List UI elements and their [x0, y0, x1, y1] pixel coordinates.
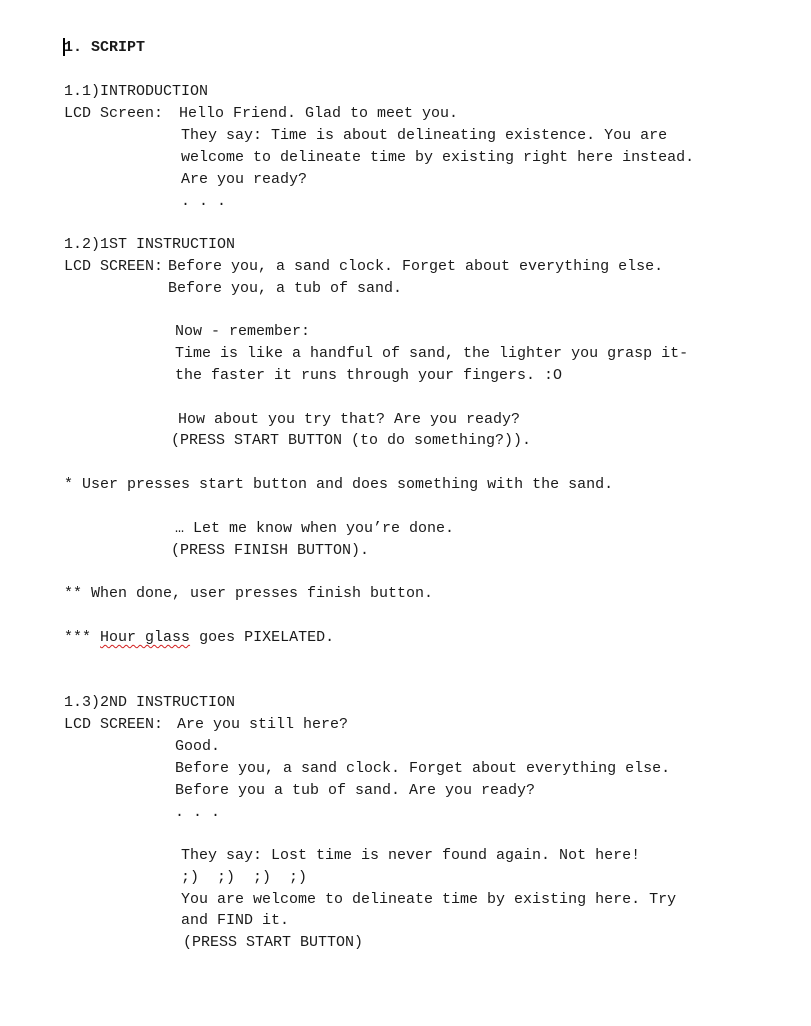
instruction1-note-2: ** When done, user presses finish button.: [64, 585, 434, 602]
instruction1-line-8: … Let me know when you’re done.: [175, 520, 455, 537]
instruction2-line-1: Are you still here?: [177, 716, 349, 733]
intro-heading: 1.1)INTRODUCTION: [64, 83, 209, 100]
note-3-prefix: ***: [64, 629, 92, 646]
instruction2-line-5: They say: Lost time is never found again. Not here!: [181, 847, 641, 864]
instruction1-line-9: (PRESS FINISH BUTTON).: [171, 542, 370, 559]
instruction2-line-8: and FIND it.: [181, 912, 290, 929]
instruction1-line-2: Before you, a tub of sand.: [168, 280, 403, 297]
intro-ellipsis: . . .: [181, 193, 227, 210]
instruction1-line-5: the faster it runs through your fingers. :O: [175, 367, 563, 384]
misspelled-word[interactable]: Hour glass: [100, 629, 191, 646]
instruction1-line-4: Time is like a handful of sand, the lighter you grasp it-: [175, 345, 689, 362]
instruction2-speaker: LCD SCREEN:: [64, 716, 164, 733]
instruction1-speaker: LCD SCREEN:: [64, 258, 164, 275]
instruction1-note-3: [64, 629, 334, 647]
instruction2-line-7: You are welcome to delineate time by existing here. Try: [181, 891, 677, 908]
instruction2-line-9: (PRESS START BUTTON): [183, 934, 364, 951]
instruction1-note-1: * User presses start button and does something with the sand.: [64, 476, 614, 493]
section-heading: 1. SCRIPT: [64, 39, 146, 56]
instruction2-heading: 1.3)2ND INSTRUCTION: [64, 694, 236, 711]
note-3-rest: goes PIXELATED.: [199, 629, 335, 646]
intro-line-2: They say: Time is about delineating existence. You are: [181, 127, 668, 144]
intro-line-1: Hello Friend. Glad to meet you.: [179, 105, 459, 122]
instruction2-line-3: Before you, a sand clock. Forget about everything else.: [175, 760, 671, 777]
instruction2-ellipsis: . . .: [175, 804, 221, 821]
instruction1-line-7: (PRESS START BUTTON (to do something?)).: [171, 432, 532, 449]
instruction1-line-3: Now - remember:: [175, 323, 311, 340]
instruction1-heading: 1.2)1ST INSTRUCTION: [64, 236, 236, 253]
intro-speaker: LCD Screen:: [64, 105, 164, 122]
instruction2-line-2: Good.: [175, 738, 221, 755]
instruction1-line-6: How about you try that? Are you ready?: [178, 411, 521, 428]
intro-line-4: Are you ready?: [181, 171, 308, 188]
instruction1-line-1: Before you, a sand clock. Forget about everything else.: [168, 258, 664, 275]
instruction2-line-4: Before you a tub of sand. Are you ready?: [175, 782, 536, 799]
intro-line-3: welcome to delineate time by existing right here instead.: [181, 149, 695, 166]
instruction2-line-6: ;) ;) ;) ;): [181, 869, 308, 886]
